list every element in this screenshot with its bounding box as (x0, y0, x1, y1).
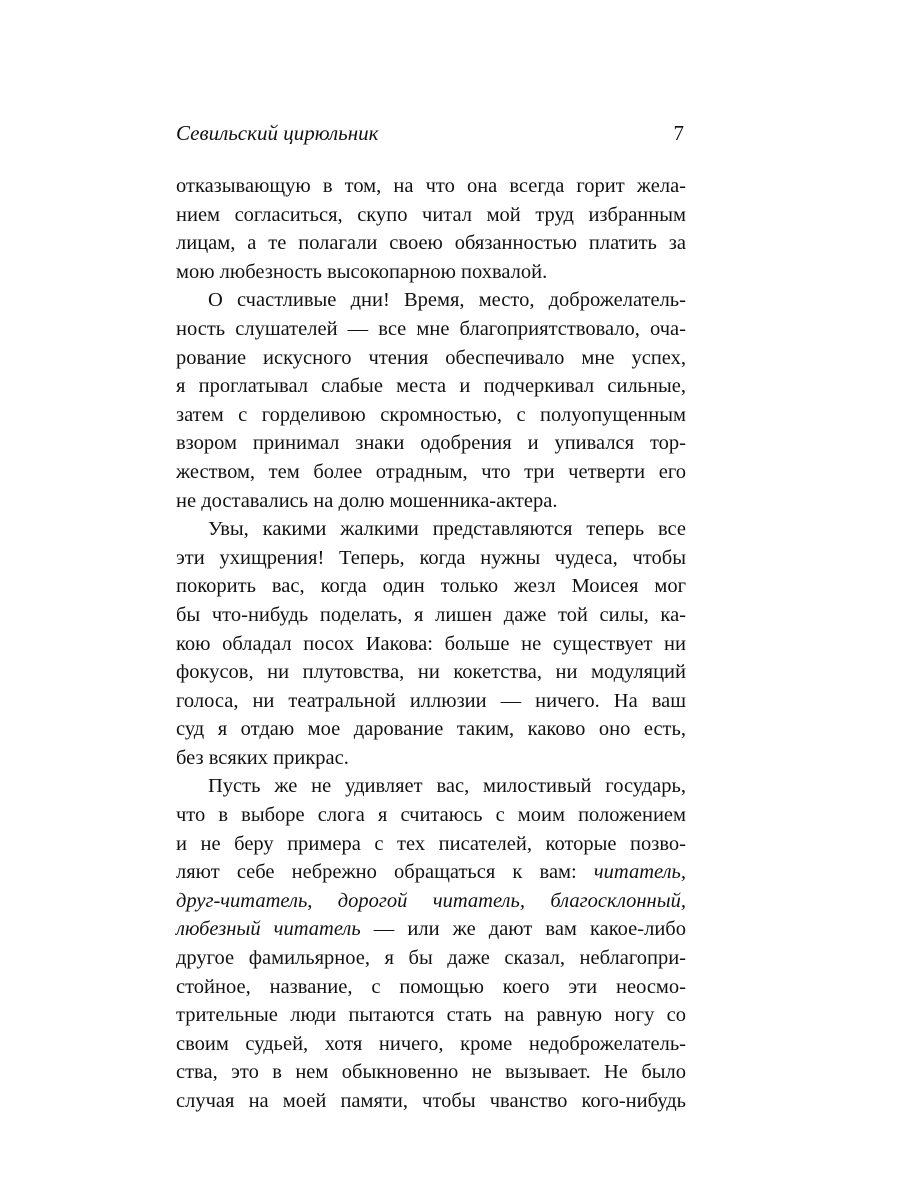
text-line: я проглатывал слабые места и подчеркивал сильные, (176, 375, 686, 398)
text-line: голоса, ни театральной иллюзии — ничего. На ваш (176, 689, 686, 712)
paragraph-1 (176, 172, 686, 286)
text-line: не доставались на долю мошенника-актера. (176, 489, 558, 512)
text-line: и не беру примера с тех писателей, которые позво- (176, 832, 686, 855)
text-line: трительные люди пытаются стать на равную ногу со (176, 1004, 686, 1027)
text-line: без всяких прикрас. (176, 746, 349, 769)
text-line: эти ухищрения! Теперь, когда нужны чудеса, чтобы (176, 546, 686, 569)
text-line (176, 915, 686, 944)
text-line: рование искусного чтения обеспечивало мне успех, (176, 346, 686, 369)
text-line: своим судьей, хотя ничего, кроме недоброжелатель- (176, 1032, 686, 1055)
text-line: суд я отдаю мое дарование таким, каково оно есть, (176, 718, 686, 741)
page-header (176, 118, 686, 152)
text-line: стойное, название, с помощью коего эти неосмо- (176, 975, 686, 998)
paragraph-3 (176, 515, 686, 772)
text-line: Увы, какими жалкими представляются теперь все (208, 518, 686, 541)
text-line (176, 858, 686, 887)
text-line: что в выборе слога я считаюсь с моим положением (176, 804, 686, 827)
text-line: покорить вас, когда один только жезл Моисея мог (176, 575, 686, 598)
text-run: — или же дают вам какое-либо (360, 918, 686, 941)
running-title: Севильский цирюльник (176, 121, 379, 145)
text-line: отказывающую в том, на что она всегда горит жела- (176, 175, 686, 197)
text-line: случая на моей памяти, чтобы чванство кого-нибудь (176, 1090, 686, 1112)
italic-run: любезный читатель (176, 918, 361, 941)
text-line: мою любезность высокопарною похвалой. (176, 260, 548, 283)
paragraph-2 (176, 286, 686, 515)
text-line: ства, это в нем обыкновенно не вызывает. Не было (176, 1061, 686, 1084)
text-run: ляют себе небрежно обращаться к вам: (176, 861, 594, 884)
text-line: взором принимал знаки одобрения и упивался тор- (176, 432, 686, 455)
italic-run: читатель, (593, 861, 686, 884)
body-text (176, 172, 686, 1116)
paragraph-4 (176, 772, 686, 1115)
text-line: нием согласиться, скупо читал мой труд избранным (176, 203, 686, 226)
page-number: 7 (673, 121, 684, 145)
italic-run: друг-читатель, дорогой читатель, благосклонный, (176, 889, 686, 912)
text-line: Пусть же не удивляет вас, милостивый государь, (208, 775, 686, 798)
text-line: фокусов, ни плутовства, ни кокетства, ни модуляций (176, 661, 686, 684)
text-line: лицам, а те полагали своею обязанностью платить за (176, 232, 686, 255)
text-line: ность слушателей — все мне благоприятствовало, оча- (176, 317, 686, 340)
text-line (176, 887, 686, 916)
text-line: бы что-нибудь поделать, я лишен даже той силы, ка- (176, 603, 686, 626)
text-line: жеством, тем более отрадным, что три четверти его (176, 460, 686, 483)
text-line: другое фамильярное, я бы даже сказал, неблагопри- (176, 947, 686, 970)
text-line: О счастливые дни! Время, место, доброжелатель- (208, 289, 686, 312)
text-line: затем с горделивою скромностью, с полуопущенным (176, 403, 686, 426)
text-line: кою обладал посох Иакова: больше не существует ни (176, 632, 686, 655)
